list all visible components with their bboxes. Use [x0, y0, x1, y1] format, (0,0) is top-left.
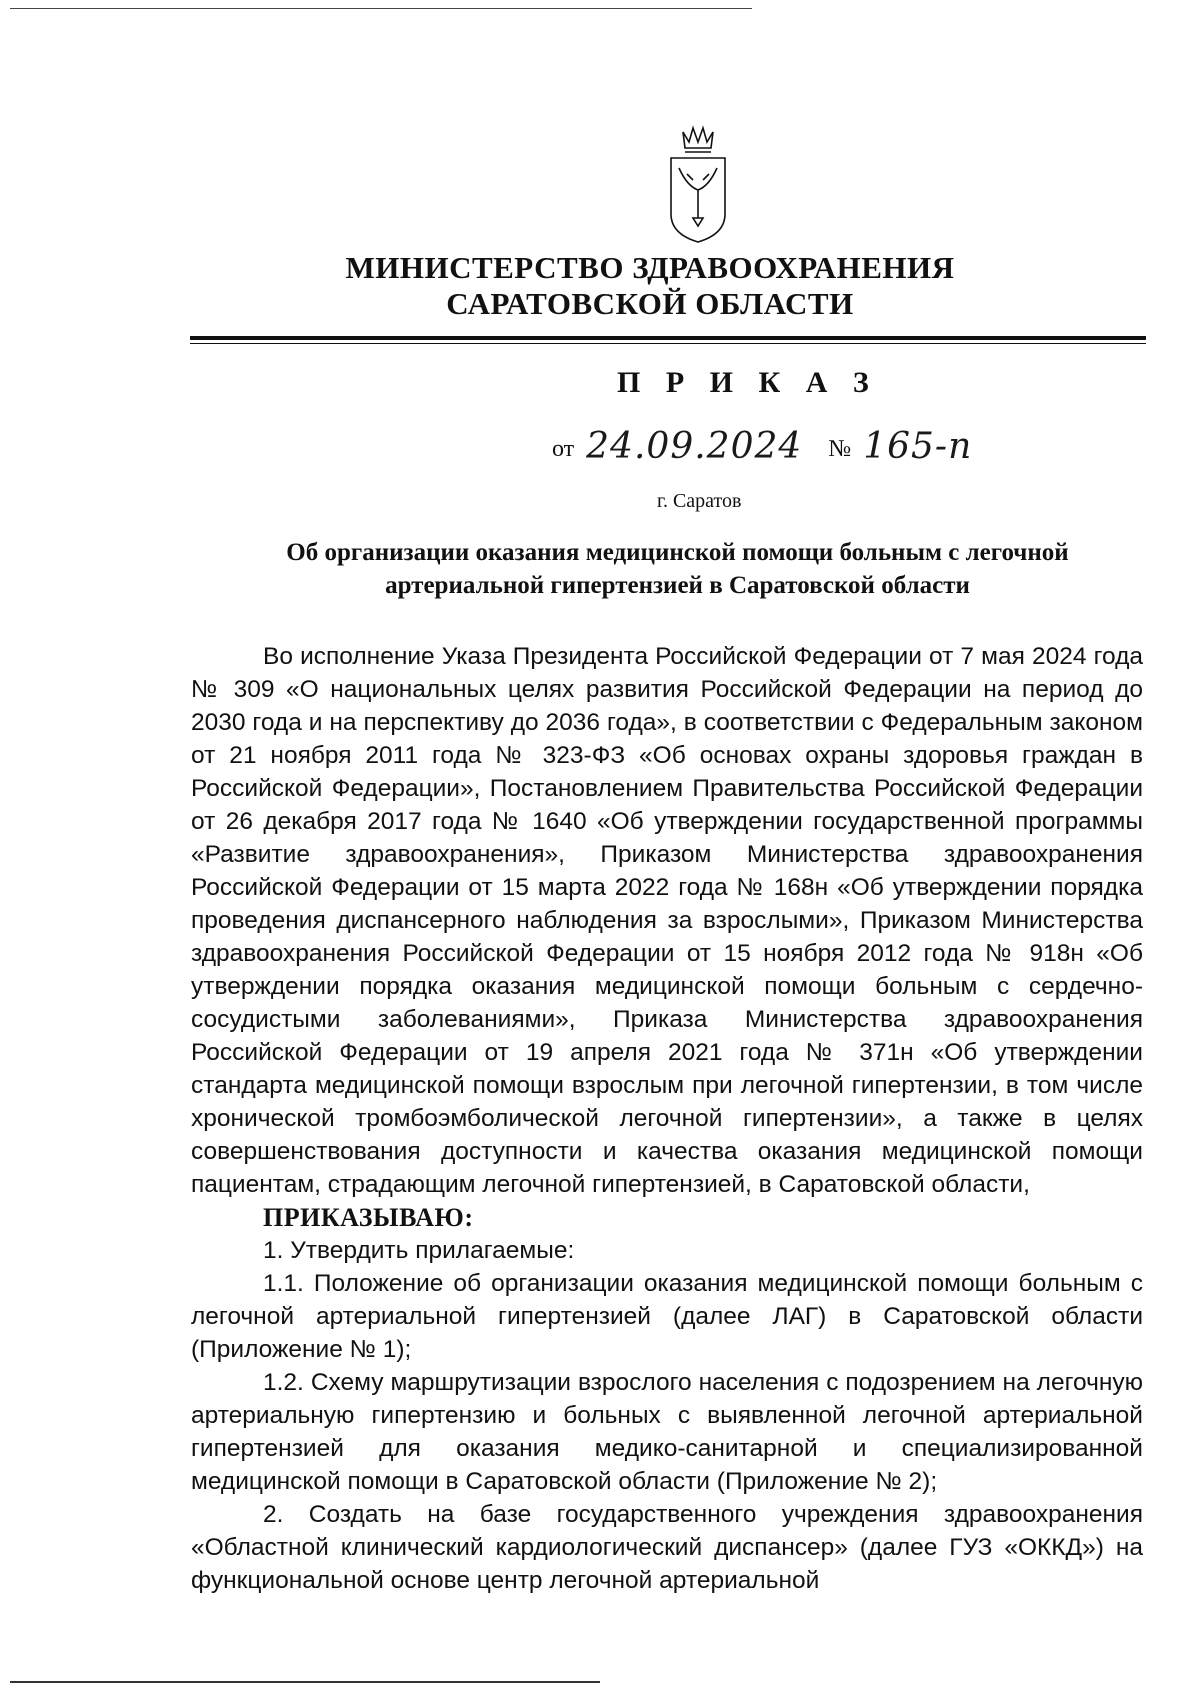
- order-date: 24.09.2024: [586, 426, 803, 467]
- item-1: 1. Утвердить прилагаемые:: [263, 1237, 575, 1264]
- subject-line-1: Об организации оказания медицинской помощи больным с легочной: [286, 539, 1069, 566]
- command-heading: ПРИКАЗЫВАЮ:: [263, 1203, 474, 1232]
- order-body: [191, 640, 1143, 1597]
- subject-line-2: артериальной гипертензией в Саратовской области: [385, 572, 970, 599]
- number-label: №: [828, 436, 852, 462]
- preamble-paragraph: Во исполнение Указа Президента Российской Федерации от 7 мая 2024 года № 309 «О национальных целях развития Российской Федерации на период до 2030 года и на перспективу до 2036 года», в соответствии с Федеральным законом от 21 ноября 2011 года № 323-ФЗ «Об основах охраны здоровья граждан в Российской Федерации», Постановлением Правительства Российской Федерации от 26 декабря 2017 года № 1640 «Об утверждении государственной программы «Развитие здравоохранения», Приказом Министерства здравоохранения Российской Федерации от 15 марта 2022 года № 168н «Об утверждении порядка проведения диспансерного наблюдения за взрослыми», Приказом Министерства здравоохранения Российской Федерации от 15 ноября 2012 года № 918н «Об утверждении порядка оказания медицинской помощи больным с сердечно-сосудистыми заболеваниями», Приказа Министерства здравоохранения Российской Федерации от 19 апреля 2021 года № 371н «Об утверждении стандарта медицинской помощи взрослым при легочной гипертензии, в том числе хронической тромбоэмболической легочной гипертензии», а также в целях совершенствования доступности и качества оказания медицинской помощи пациентам, страдающим легочной гипертензией, в Саратовской области,: [191, 643, 1143, 1198]
- city: г. Саратов: [657, 490, 742, 512]
- scan-edge-top: [10, 8, 752, 9]
- ministry-line-2: САРАТОВСКОЙ ОБЛАСТИ: [446, 286, 854, 321]
- item-1-1: 1.1. Положение об организации оказания медицинской помощи больным с легочной артериальной гипертензией (далее ЛАГ) в Саратовской области (Приложение № 1);: [191, 1270, 1143, 1363]
- ministry-name: [0, 250, 1200, 322]
- order-date-number: [552, 424, 972, 465]
- scan-edge-bottom: [10, 1681, 600, 1683]
- saratov-coat-of-arms-icon: [665, 122, 731, 246]
- order-subject: [205, 536, 1150, 602]
- order-title: П Р И К А З: [617, 366, 878, 399]
- header-rule-thick: [190, 336, 1146, 340]
- ministry-line-1: МИНИСТЕРСТВО ЗДРАВООХРАНЕНИЯ: [345, 250, 955, 285]
- order-number: 165-п: [863, 426, 973, 467]
- item-2: 2. Создать на базе государственного учреждения здравоохранения «Областной клинический кардиологический диспансер» (далее ГУЗ «ОККД») на функциональной основе центр легочной артериальной: [191, 1501, 1143, 1594]
- header-rule-thin: [190, 343, 1146, 344]
- item-1-2: 1.2. Схему маршрутизации взрослого населения с подозрением на легочную артериальную гипертензию и больных с выявленной легочной артериальной гипертензией для оказания медико-санитарной и специализированной медицинской помощи в Саратовской области (Приложение № 2);: [191, 1369, 1143, 1495]
- from-label: от: [552, 436, 575, 462]
